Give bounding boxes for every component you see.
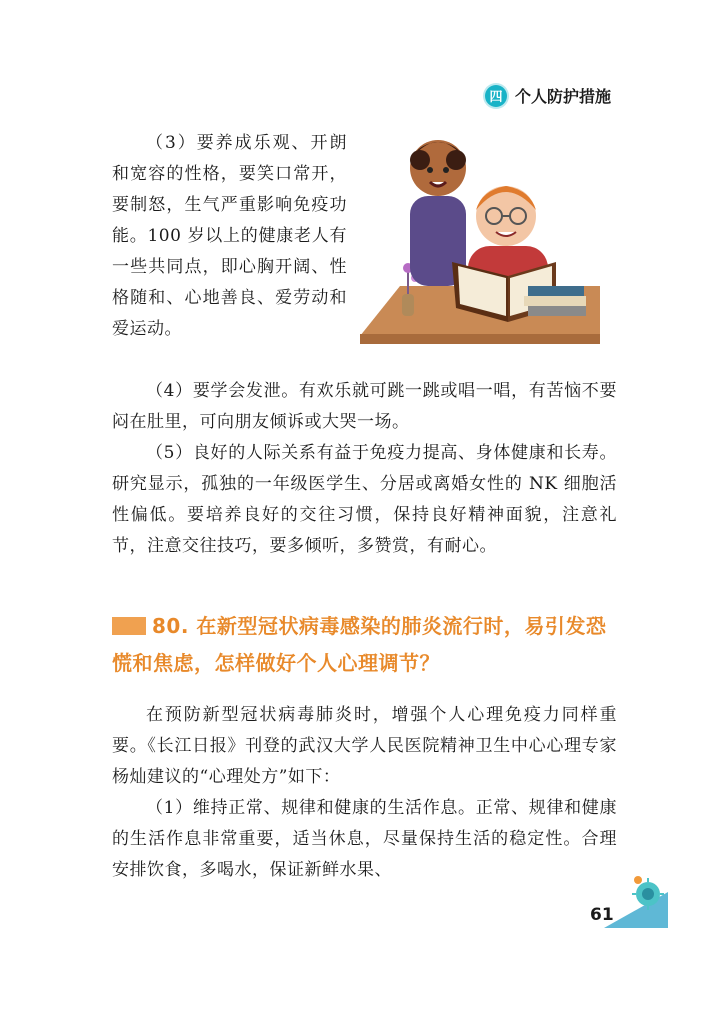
paragraph-5: （5）良好的人际关系有益于免疫力提高、身体健康和长寿。研究显示，孤独的一年级医学生、分居或离婚女性的 NK 细胞活性偏低。要培养良好的交往习惯，保持良好精神面貌，注意礼节，注意交往技巧，要多倾听，多赞赏，有耐心。: [112, 443, 617, 556]
intro-paragraph: 在预防新型冠状病毒肺炎时，增强个人心理免疫力同样重要。《长江日报》刊登的武汉大学人民医院精神卫生中心心理专家杨灿建议的“心理处方”如下：: [112, 705, 617, 787]
section-heading: [112, 608, 622, 682]
body-text-upper: [112, 376, 617, 562]
heading-marker: [112, 617, 146, 635]
chapter-header: [485, 84, 611, 107]
paragraph-3: （3）要养成乐观、开朗和宽容的性格，要笑口常开，要制怒，生气严重影响免疫功能。100 岁以上的健康老人有一些共同点，即心胸开阔、性格随和、心地善良、爱劳动和爱运动。: [112, 133, 347, 339]
chapter-title: 个人防护措施: [514, 87, 611, 106]
chapter-number-badge: 四: [485, 85, 507, 107]
page-number: 61: [590, 905, 614, 925]
section-heading-text: 80. 在新型冠状病毒感染的肺炎流行时，易引发恐慌和焦虑，怎样做好个人心理调节？: [112, 614, 607, 675]
prescription-1: （1）维持正常、规律和健康的生活作息。正常、规律和健康的生活作息非常重要，适当休息，尽量保持生活的稳定性。合理安排饮食，多喝水，保证新鲜水果、: [112, 798, 617, 880]
wrapped-text-column: [112, 128, 347, 345]
body-text-lower: [112, 700, 617, 886]
paragraph-4: （4）要学会发泄。有欢乐就可跳一跳或唱一唱，有苦恼不要闷在肚里，可向朋友倾诉或大哭一场。: [112, 381, 617, 432]
reading-children-illustration: [360, 126, 600, 348]
